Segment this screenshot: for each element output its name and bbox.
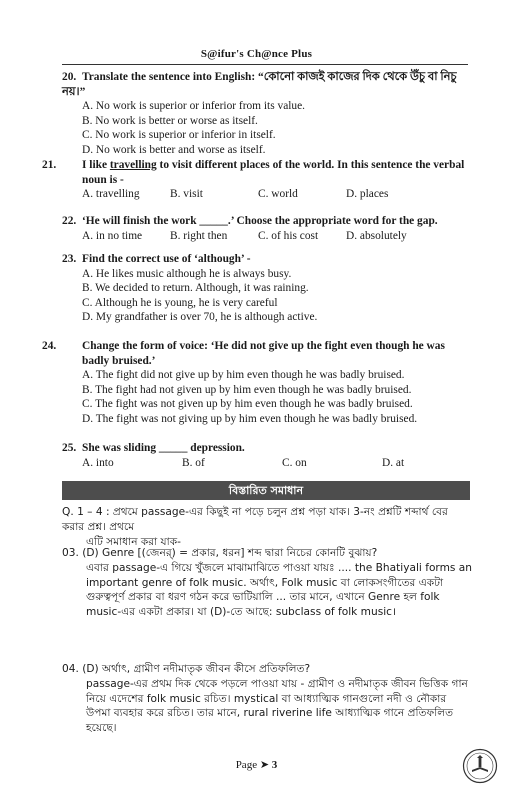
- question-number: 21.: [42, 159, 57, 171]
- question-23: [62, 252, 470, 325]
- underlined-word: travelling: [109, 159, 157, 171]
- option: C. No work is superior or inferior in itself.: [82, 129, 276, 142]
- question-22: [62, 214, 470, 243]
- solution-banner: বিস্তারিত সমাধান: [62, 481, 470, 500]
- option: C. on: [282, 456, 307, 469]
- option: C. of his cost: [258, 229, 319, 242]
- options-row: [62, 187, 470, 202]
- option: D. My grandfather is over 70, he is although active.: [82, 311, 318, 324]
- option: A. The fight did not give up by him even though he was badly bruised.: [82, 369, 405, 382]
- option: B. visit: [170, 188, 203, 201]
- option: B. We decided to return. Although, it was raining.: [82, 282, 309, 295]
- answer-lead: 04. (D) অর্থাৎ, গ্রামীণ নদীমাতৃক জীবন কীসে প্রতিফলিত?: [62, 663, 311, 675]
- answer-body: এবার passage-এ গিয়ে খুঁজলে মাঝামাঝিতে পাওয়া যায়ঃ .... the Bhatiyali forms an important genre of folk music. অর্থাৎ, Folk music বা লোকসংগীতের একটা গুরুত্বপূর্ণ প্রকার বা ধরণ গঠন করে ভাটিয়ালি ... তার মানে, এখানে Genre হল folk music-এর একটা প্রকার। যা (D)-তে আছে: subclass of folk music।: [86, 561, 473, 619]
- answer-04: [62, 662, 472, 736]
- options-row: [62, 456, 470, 471]
- question-number: 20.: [62, 71, 77, 83]
- option: B. of: [182, 456, 205, 469]
- option: D. No work is better and worse as itself.: [82, 143, 266, 156]
- header-divider: [62, 64, 468, 65]
- option: A. in no time: [82, 229, 143, 242]
- option: D. absolutely: [346, 229, 407, 242]
- question-number: 22.: [62, 215, 77, 227]
- question-25: [62, 441, 470, 470]
- page-label: Page: [235, 759, 258, 771]
- answer-lead: 03. (D) Genre [(জেনর্) = প্রকার, ধরন] শব্দ দ্বারা নিচের কোনটি বুঝায়?: [62, 547, 378, 559]
- answer-body: এটি সমাধান করা যাক-: [86, 535, 181, 548]
- answer-body: passage-এর প্রথম দিক থেকে পড়লে পাওয়া যায় - গ্রামীণ ও নদীমাতৃক জীবন ভিত্তিক গান নিয়ে এদেশের folk music রচিত। mystical বা আধ্যাত্মিক গানগুলো নদী ও নৌকার উপমা ব্যবহার করে রচিত। তার মানে, rural riverine life আধ্যাত্মিক গানে প্রতিফলিত হয়েছে।: [86, 677, 468, 735]
- arrow-icon: ➤: [259, 759, 270, 771]
- question-24: [42, 339, 470, 427]
- option: B. No work is better or worse as itself.: [82, 114, 258, 127]
- page-number: 3: [271, 759, 278, 771]
- option: B. The fight had not given up by him even though he was badly bruised.: [82, 383, 412, 396]
- question-number: 23.: [62, 253, 77, 265]
- option: D. The fight was not giving up by him even though he was badly bruised.: [82, 412, 418, 425]
- page-footer: [0, 758, 513, 771]
- answer-q1-4: [62, 505, 472, 549]
- question-stem: Change the form of voice: ‘He did not give up the fight even though he was badly bruised.’: [82, 340, 445, 367]
- options-row: [62, 229, 470, 244]
- option: C. world: [258, 188, 298, 201]
- answer-03: [62, 546, 472, 620]
- question-stem: Translate the sentence into English: “কোনো কাজই কাজের দিক থেকে উঁচু বা নিচু নয়।”: [62, 71, 457, 98]
- publisher-logo-icon: [462, 748, 498, 784]
- option: A. No work is superior or inferior from its value.: [82, 100, 306, 113]
- question-stem: ‘He will finish the work _____.’ Choose the appropriate word for the gap.: [82, 215, 438, 227]
- question-number: 25.: [62, 442, 77, 454]
- option: B. right then: [170, 229, 228, 242]
- question-number: 24.: [42, 340, 57, 352]
- option: C. The fight was not given up by him even though he was badly bruised.: [82, 398, 413, 411]
- question-stem: Find the correct use of ‘although’ -: [82, 253, 251, 265]
- option: A. travelling: [82, 188, 140, 201]
- option: A. He likes music although he is always busy.: [82, 267, 292, 280]
- option: C. Although he is young, he is very careful: [82, 296, 278, 309]
- question-21: 21. I like travelling to visit different places of the world. In this sentence the verbal noun is - A. travelling B. visit C. world D. places: [62, 158, 470, 202]
- option: A. into: [82, 456, 114, 469]
- question-stem: She was sliding _____ depression.: [82, 442, 245, 454]
- option: D. at: [382, 456, 405, 469]
- answer-lead: Q. 1 – 4 : প্রথমে passage-এর কিছুই না পড়ে চলুন প্রশ্ন পড়া যাক। 3-নং প্রশ্নটি শব্দার্থ বের করার প্রশ্ন। প্রথমে: [62, 506, 448, 533]
- question-20: [62, 70, 470, 158]
- option: D. places: [346, 188, 389, 201]
- page-header: S@ifur's Ch@nce Plus: [200, 48, 313, 60]
